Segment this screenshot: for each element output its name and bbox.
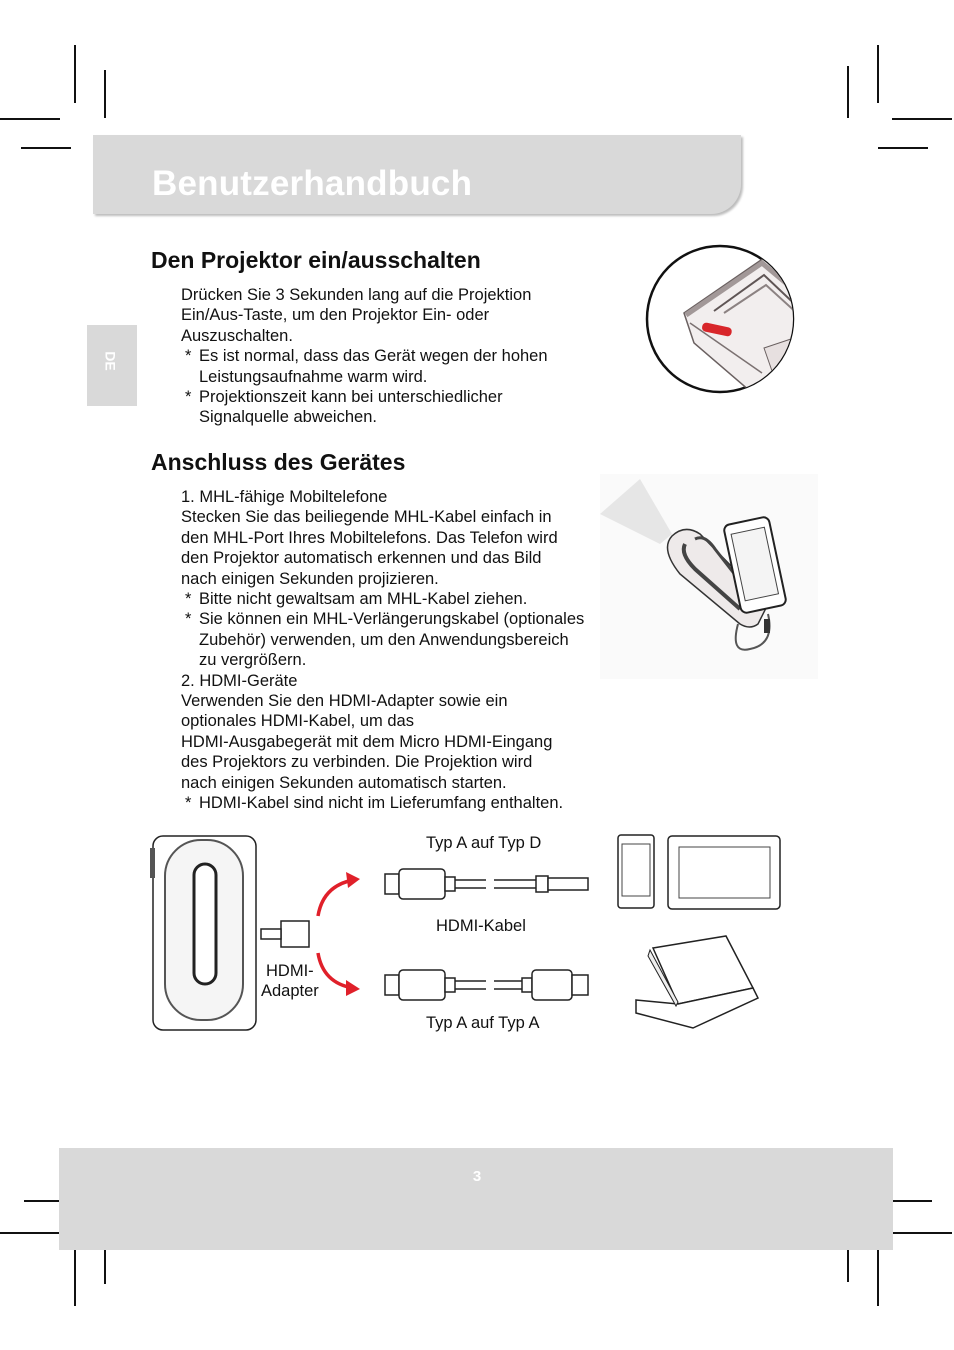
crop-mark	[847, 66, 849, 118]
page-number: 3	[472, 1168, 482, 1185]
mhl-phone-illustration	[600, 474, 818, 679]
page-title: Benutzerhandbuch	[152, 164, 473, 203]
section-heading-power: Den Projektor ein/ausschalten	[151, 247, 481, 273]
crop-mark	[892, 118, 952, 120]
text-line: nach einigen Sekunden automatisch starten.	[181, 773, 507, 792]
hdmi-cable-type-a-to-d	[385, 869, 588, 899]
power-button-illustration	[644, 243, 796, 395]
connection-instructions	[181, 487, 584, 814]
note-line: Leistungsaufnahme warm wird.	[199, 367, 428, 386]
hdmi-adapter	[261, 921, 309, 947]
text-line: des Projektors zu verbinden. Die Projektion wird	[181, 753, 533, 772]
crop-mark	[892, 1232, 952, 1234]
text-line: HDMI-Ausgabegerät mit dem Micro HDMI-Eingang	[181, 732, 553, 751]
text-line: den Projektor automatisch erkennen und das Bild	[181, 549, 542, 568]
text-line: nach einigen Sekunden projizieren.	[181, 569, 439, 588]
note-line: * Projektionszeit kann bei unterschiedlicher	[181, 387, 548, 407]
laptop-device	[636, 936, 758, 1028]
text-line: Drücken Sie 3 Sekunden lang auf die Projektion	[181, 286, 532, 304]
note-line: Zubehör) verwenden, um den Anwendungsbereich	[199, 630, 569, 649]
language-tab	[87, 325, 137, 406]
note-line: * Bitte nicht gewaltsam am MHL-Kabel ziehen.	[181, 589, 584, 609]
section-heading-connection: Anschluss des Gerätes	[151, 449, 406, 475]
note-line: * Es ist normal, dass das Gerät wegen der hohen	[181, 346, 548, 366]
note-line: * HDMI-Kabel sind nicht im Lieferumfang enthalten.	[181, 793, 584, 813]
text-line: Verwenden Sie den HDMI-Adapter sowie ein	[181, 692, 508, 711]
language-tab-label: DE	[102, 351, 119, 371]
crop-mark	[877, 45, 879, 103]
text-line: Auszuschalten.	[181, 326, 293, 345]
note-line: zu vergrößern.	[199, 651, 307, 670]
hdmi-cable-type-a-to-a	[385, 970, 588, 1000]
label-hdmi-adapter-line2: Adapter	[261, 982, 319, 1000]
power-instructions	[181, 285, 548, 428]
label-hdmi-cable: HDMI-Kabel	[436, 917, 526, 935]
tablet-device	[668, 836, 780, 909]
label-type-a-to-d: Typ A auf Typ D	[426, 834, 542, 852]
text-line: optionales HDMI-Kabel, um das	[181, 712, 414, 731]
crop-mark	[74, 1246, 76, 1306]
label-type-a-to-a: Typ A auf Typ A	[426, 1014, 540, 1032]
smartphone-device	[618, 835, 654, 908]
footer-band	[59, 1148, 893, 1250]
projector-device	[150, 836, 256, 1030]
crop-mark	[74, 45, 76, 103]
crop-mark	[0, 1232, 60, 1234]
text-line: den MHL-Port Ihres Mobiltelefons. Das Telefon wird	[181, 528, 558, 547]
crop-mark	[21, 147, 71, 149]
note-line: Signalquelle abweichen.	[199, 408, 377, 427]
subsection-title-mhl: 1. MHL-fähige Mobiltelefone	[181, 488, 388, 506]
crop-mark	[104, 70, 106, 118]
label-hdmi-adapter-line1: HDMI-	[266, 962, 314, 980]
crop-mark	[878, 147, 928, 149]
text-line: Ein/Aus-Taste, um den Projektor Ein- oder	[181, 306, 490, 325]
subsection-title-hdmi: 2. HDMI-Geräte	[181, 671, 298, 690]
crop-mark	[877, 1246, 879, 1306]
text-line: Stecken Sie das beiliegende MHL-Kabel einfach in	[181, 508, 552, 527]
crop-mark	[0, 118, 60, 120]
note-line: * Sie können ein MHL-Verlängerungskabel (optionales	[181, 609, 584, 629]
